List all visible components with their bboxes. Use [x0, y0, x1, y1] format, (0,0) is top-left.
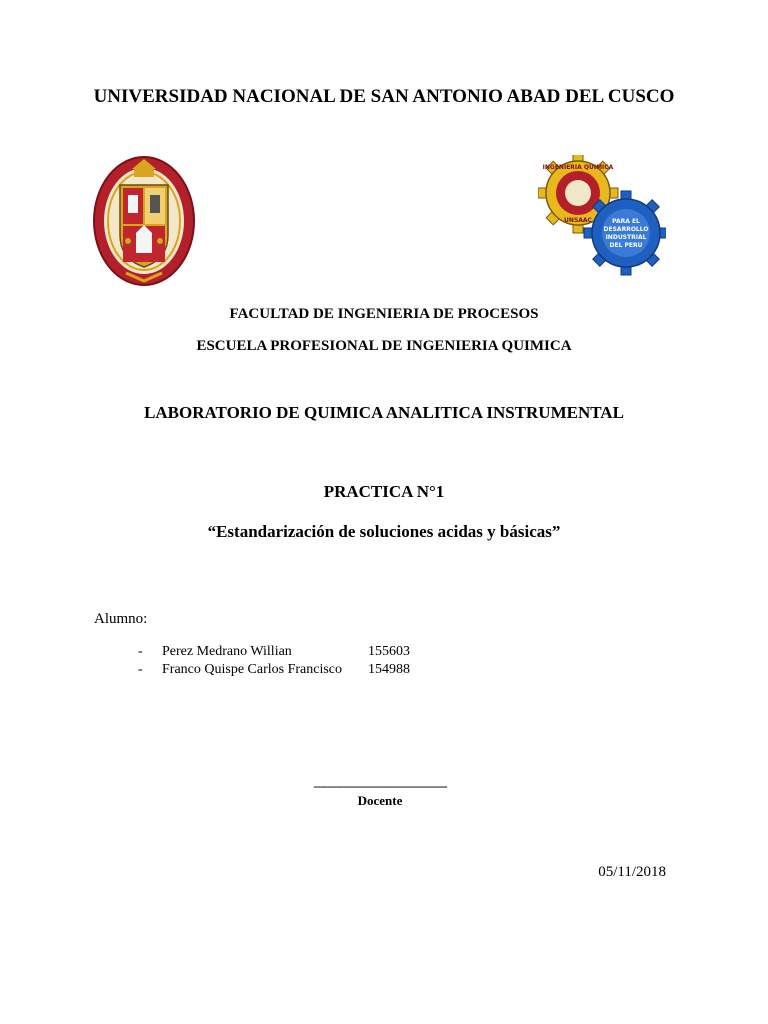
gear-text-bottom: UNSAAC: [564, 217, 592, 224]
student-code: 154988: [368, 662, 410, 677]
blue-gear-text-line-3: INDUSTRIAL: [605, 234, 647, 241]
student-name: Franco Quispe Carlos Francisco: [162, 662, 343, 677]
student-code: 155603: [368, 644, 410, 659]
practice-subject: “Estandarización de soluciones acidas y básicas”: [207, 522, 561, 541]
signature-label: Docente: [357, 793, 403, 808]
list-bullet: -: [138, 662, 143, 677]
laboratory-title: LABORATORIO DE QUIMICA ANALITICA INSTRUMENTAL: [144, 403, 624, 422]
gear-text-top: INGENIERIA QUIMICA: [542, 164, 614, 171]
student-row: [138, 644, 410, 660]
document-date: 05/11/2018: [598, 864, 666, 880]
blue-gear-text-line-2: DESARROLLO: [603, 226, 649, 233]
blue-gear-text-line-1: PARA EL: [612, 218, 640, 225]
engineering-gear-emblem-icon: [538, 155, 666, 277]
student-name: Perez Medrano Willian: [162, 644, 292, 659]
blue-gear-text-line-4: DEL PERU: [609, 242, 643, 249]
university-title: UNIVERSIDAD NACIONAL DE SAN ANTONIO ABAD DEL CUSCO: [93, 86, 675, 107]
list-bullet: -: [138, 644, 143, 659]
signature-line: ----------------------------------------: [313, 778, 447, 793]
practice-number: PRACTICA N°1: [323, 482, 445, 501]
faculty-title: FACULTAD DE INGENIERIA DE PROCESOS: [229, 306, 539, 322]
student-row: [138, 662, 410, 678]
school-title: ESCUELA PROFESIONAL DE INGENIERIA QUIMICA: [196, 338, 572, 354]
students-label: Alumno:: [94, 611, 148, 627]
university-crest-icon: [92, 155, 196, 287]
